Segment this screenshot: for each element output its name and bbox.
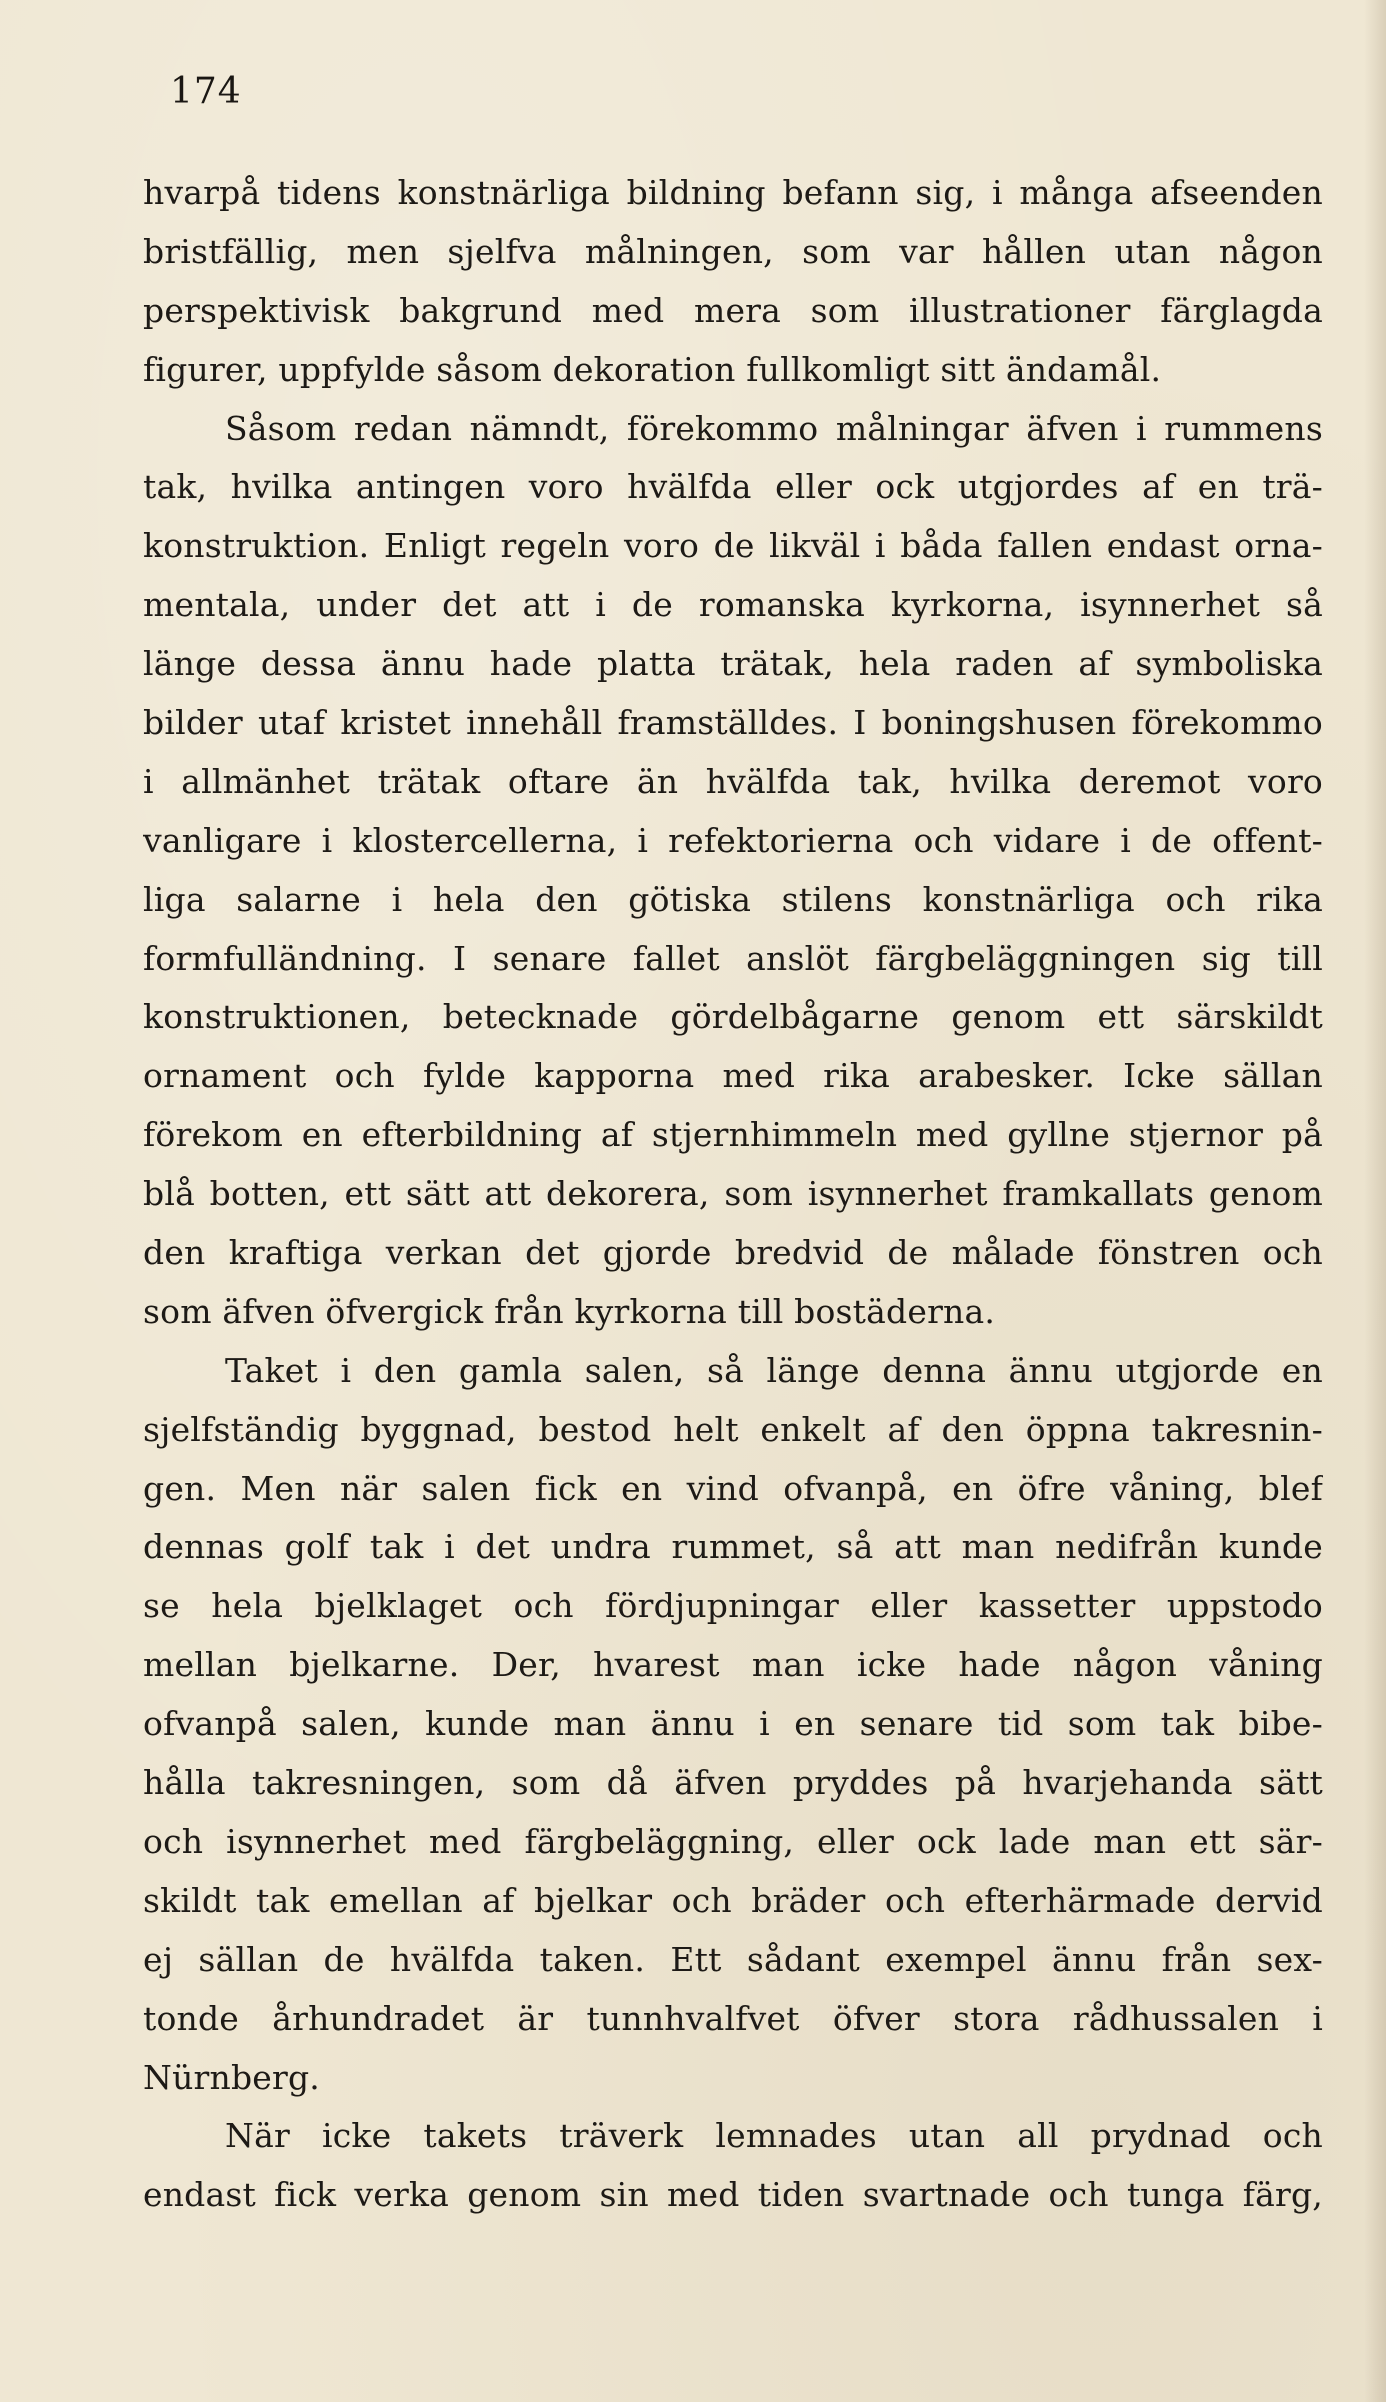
text-line: ornament och fylde kapporna med rika arabesker. Icke sällan [143, 1056, 1323, 1096]
text-line: sjelfständig byggnad, bestod helt enkelt af den öppna takresnin- [143, 1409, 1323, 1449]
text-line: figurer, uppfylde såsom dekoration fullkomligt sitt ändamål. [143, 349, 1162, 389]
text-line: hålla takresningen, som då äfven pryddes på hvarjehanda sätt [143, 1763, 1323, 1803]
text-line: konstruktion. Enligt regeln voro de likväl i båda fallen endast orna- [143, 526, 1323, 566]
text-line: i allmänhet trätak oftare än hvälfda tak, hvilka deremot voro [143, 761, 1323, 801]
text-line: Såsom redan nämndt, förekommo målningar äfven i rummens [225, 408, 1323, 448]
text-line: konstruktionen, betecknade gördelbågarne genom ett särskildt [143, 997, 1323, 1037]
text-line: perspektivisk bakgrund med mera som illustrationer färglagda [143, 290, 1323, 330]
text-line: se hela bjelklaget och fördjupningar eller kassetter uppstodo [143, 1586, 1323, 1626]
text-line: hvarpå tidens konstnärliga bildning befann sig, i många afseenden [143, 173, 1323, 212]
text-line: mentala, under det att i de romanska kyrkorna, isynnerhet så [143, 585, 1323, 625]
text-line: endast fick verka genom sin med tiden svartnade och tunga färg, [143, 2175, 1323, 2215]
text-line: skildt tak emellan af bjelkar och bräder och efterhärmade dervid [143, 1880, 1323, 1920]
text-line: ofvanpå salen, kunde man ännu i en senare tid som tak bibe- [143, 1704, 1323, 1744]
text-line: tak, hvilka antingen voro hvälfda eller ock utgjordes af en trä- [143, 467, 1323, 507]
text-line: den kraftiga verkan det gjorde bredvid de målade fönstren och [143, 1233, 1323, 1273]
text-line: förekom en efterbildning af stjernhimmeln med gyllne stjernor på [143, 1115, 1323, 1155]
text-line: Taket i den gamla salen, så länge denna ännu utgjorde en [225, 1350, 1323, 1390]
text-line: vanligare i klostercellerna, i refektorierna och vidare i de offent- [143, 820, 1323, 860]
text-line: ej sällan de hvälfda taken. Ett sådant exempel ännu från sex- [143, 1939, 1323, 1979]
text-line: tonde århundradet är tunnhvalfvet öfver stora rådhussalen i [143, 1998, 1323, 2038]
text-line: blå botten, ett sätt att dekorera, som isynnerhet framkallats genom [143, 1174, 1323, 1214]
page-number: 174 [170, 71, 242, 112]
text-line: mellan bjelkarne. Der, hvarest man icke hade någon våning [143, 1645, 1323, 1685]
text-line: Nürnberg. [143, 2057, 320, 2097]
text-line: bilder utaf kristet innehåll framställdes. I boningshusen förekommo [143, 703, 1323, 743]
text-line: som äfven öfvergick från kyrkorna till bostäderna. [143, 1291, 996, 1331]
text-line: gen. Men när salen fick en vind ofvanpå, en öfre våning, blef [143, 1468, 1323, 1508]
body-text [143, 164, 1323, 2225]
text-line: formfulländning. I senare fallet anslöt färgbeläggningen sig till [143, 938, 1323, 978]
text-line: och isynnerhet med färgbeläggning, eller ock lade man ett sär- [143, 1821, 1323, 1861]
text-line: liga salarne i hela den götiska stilens konstnärliga och rika [143, 879, 1323, 919]
text-line: länge dessa ännu hade platta trätak, hela raden af symboliska [143, 644, 1323, 684]
text-line: När icke takets träverk lemnades utan all prydnad och [225, 2116, 1323, 2156]
page-edge-shadow [1364, 0, 1386, 2402]
text-line: bristfällig, men sjelfva målningen, som var hållen utan någon [143, 231, 1323, 271]
text-line: dennas golf tak i det undra rummet, så att man nedifrån kunde [143, 1527, 1323, 1567]
